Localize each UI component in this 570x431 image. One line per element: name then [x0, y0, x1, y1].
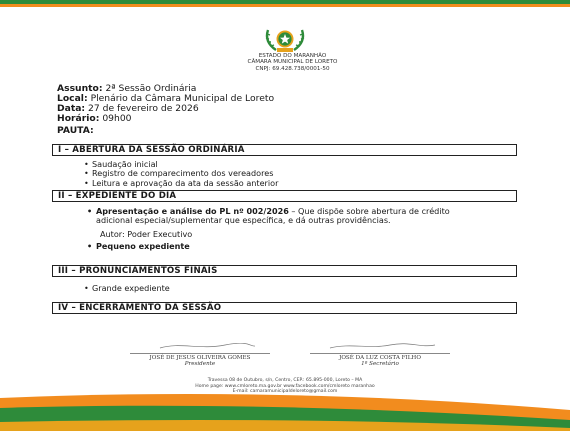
- cnpj-text: CNPJ: 69.428.738/0001-50: [255, 65, 330, 72]
- horario-line: [57, 114, 274, 124]
- institution-header: [0, 53, 570, 72]
- section-encerramento: IV – ENCERRAMENTO DA SESSÃO: [52, 302, 517, 314]
- data-label: Data:: [57, 103, 86, 114]
- chamber-name: CÂMARA MUNICIPAL DE LORETO: [247, 59, 338, 66]
- footer-homepage: Home page: www.cmloreto.ma.gov.br www.facebook.com/cmloreto maranhao: [195, 383, 375, 389]
- bottom-wave-decoration: [0, 388, 570, 431]
- list-item: • Leitura e aprovação da ata da sessão anterior: [92, 179, 278, 188]
- handwritten-signature-icon: [130, 343, 270, 349]
- local-label: Local:: [57, 93, 88, 104]
- session-info: [57, 84, 274, 124]
- abertura-list: [92, 160, 278, 188]
- top-orange-band: [0, 4, 570, 7]
- footer-address: Travessa 08 de Outubro, s/n, Centro, CEP.: 65.895-000, Loreto – MA: [207, 378, 363, 383]
- signatory-name: JOSÉ DA LUZ COSTA FILHO: [339, 355, 421, 361]
- pequeno-expediente: Pequeno expediente: [96, 241, 190, 251]
- footer-email: E-mail: camaramunicipaldeloreto@gmail.com: [232, 389, 338, 394]
- list-item: [96, 207, 481, 239]
- top-stripe: [0, 0, 570, 14]
- section-abertura: I – ABERTURA DA SESSÃO ORDINÁRIA: [52, 144, 517, 156]
- section-pronunciamentos: III – PRONUNCIAMENTOS FINAIS: [52, 265, 517, 277]
- bill-description: – Que dispõe sobre abertura de crédito adicional especial/suplementar que específica, e dá outras providências.: [96, 206, 450, 225]
- handwritten-signature-icon: [310, 343, 450, 349]
- signatory-name: JOSÉ DE JESUS OLIVEIRA GOMES: [149, 355, 251, 361]
- autor-label: Autor: [100, 229, 122, 239]
- list-item: [96, 242, 481, 251]
- data-value: 27 de fevereiro de 2026: [88, 103, 199, 114]
- local-value: Plenário da Câmara Municipal de Loreto: [90, 93, 275, 104]
- signature-line: [130, 353, 270, 354]
- state-name: ESTADO DO MARANHÃO: [258, 53, 327, 59]
- horario-value: 09h00: [102, 113, 132, 124]
- autor-value: : Poder Executivo: [121, 229, 193, 239]
- signatory-role: 1º Secretário: [361, 361, 399, 367]
- autor-line: [100, 230, 481, 239]
- expediente-list: [96, 207, 481, 251]
- assunto-label: Assunto:: [57, 83, 103, 94]
- list-item: • Grande expediente: [92, 284, 170, 293]
- section-expediente: II – EXPEDIENTE DO DIA: [52, 190, 517, 202]
- bill-title: Apresentação e análise do PL nº 002/2026: [96, 206, 289, 216]
- signature-president: [130, 334, 270, 367]
- signature-secretary: [310, 334, 450, 367]
- signature-line: [310, 353, 450, 354]
- signatory-role: Presidente: [184, 361, 216, 367]
- list-item: • Saudação inicial: [92, 160, 278, 169]
- assunto-value: 2ª Sessão Ordinária: [105, 83, 197, 94]
- pronunciamentos-list: [92, 284, 170, 293]
- horario-label: Horário:: [57, 113, 100, 124]
- list-item: • Registro de comparecimento dos vereadores: [92, 169, 278, 178]
- pauta-heading: PAUTA:: [57, 125, 94, 136]
- coat-of-arms-icon: [262, 26, 308, 54]
